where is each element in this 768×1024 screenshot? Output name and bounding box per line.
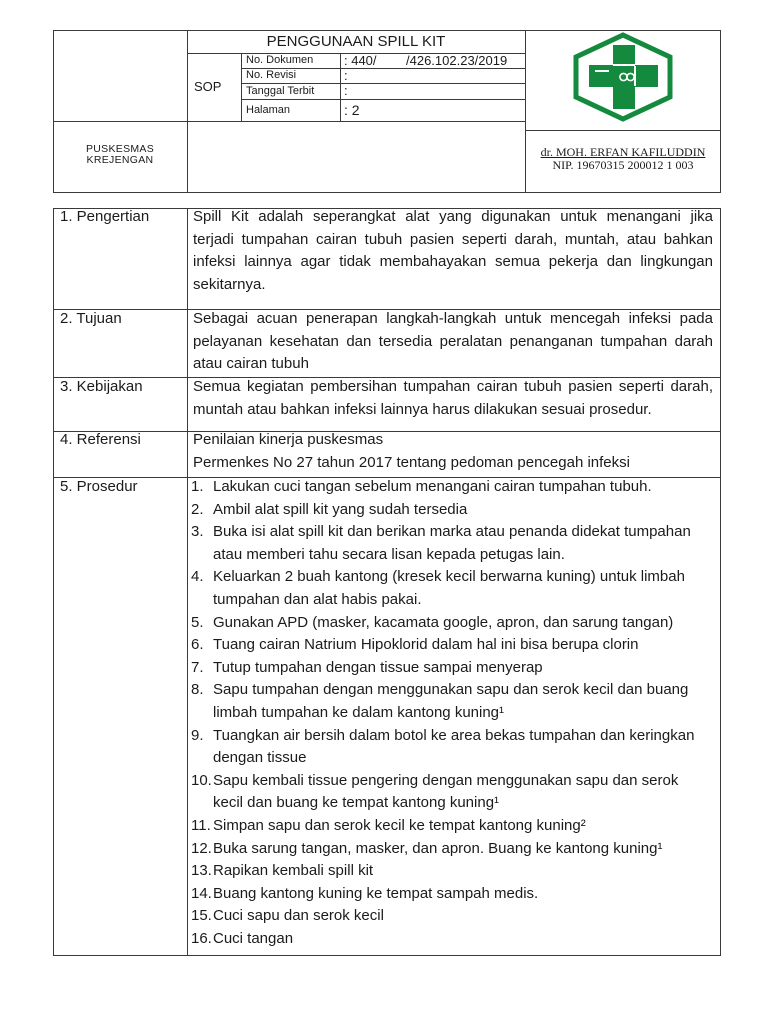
tanggal-terbit-label: Tanggal Terbit (246, 85, 315, 97)
header-grid-line (340, 53, 341, 121)
step-text: Lakukan cuci tangan sebelum menangani cairan tumpahan tubuh. (213, 478, 652, 495)
reference-item: Permenkes No 27 tahun 2017 tentang pedoman pencegah infeksi (193, 453, 630, 471)
text-line: Semua kegiatan pembersihan tumpahan cairan tubuh pasien seperti darah, (193, 378, 713, 395)
procedure-step (191, 679, 713, 724)
step-number: 7. (191, 658, 204, 676)
halaman-label: Halaman (246, 104, 291, 116)
step-number: 11. (191, 816, 211, 834)
procedure-step (191, 928, 713, 951)
procedure-step (191, 860, 713, 883)
step-text: Tuangkan air bersih dalam botol ke area bekas tumpahan dan keringkan (213, 726, 695, 744)
step-text: kecil dan buang ke tempat kantong kuning¹ (213, 794, 500, 812)
step-text: Rapikan kembali spill kit (213, 862, 374, 880)
step-number: 12. (191, 839, 212, 857)
step-number: 6. (191, 636, 204, 654)
text-line: muntah atau bahkan infeksi lainnya harus dilakukan sesuai prosedur. (193, 400, 652, 418)
halaman-value: : 2 (344, 102, 360, 118)
step-text: Buka isi alat spill kit dan berikan marka atau penanda didekat tumpahan (213, 523, 691, 541)
step-text: Gunakan APD (masker, kacamata google, apron, dan sarung tangan) (213, 613, 674, 631)
procedure-list (191, 476, 713, 950)
step-text: Sapu kembali tissue pengering dengan menggunakan sapu dan serok (213, 771, 679, 789)
step-number: 4. (191, 568, 204, 586)
step-number: 3. (191, 523, 204, 541)
step-text: Cuci sapu dan serok kecil (213, 907, 384, 925)
document-type: SOP (194, 79, 222, 94)
text-line: terjadi tumpahan cairan tubuh pasien seperti darah, muntah, atau bahkan (193, 230, 713, 248)
no-dokumen-value-suffix: /426.102.23/2019 (406, 53, 508, 68)
step-number: 10. (191, 771, 212, 789)
step-number: 8. (191, 681, 204, 699)
procedure-step (191, 905, 713, 928)
tanggal-terbit-value: : (344, 83, 348, 98)
header-grid-line (53, 121, 525, 122)
section-text-pengertian (193, 206, 713, 296)
procedure-step (191, 815, 713, 838)
step-number: 16. (191, 929, 212, 947)
institution-name (53, 144, 187, 166)
step-text: Tuang cairan Natrium Hipoklorid dalam hal ini bisa berupa clorin (213, 636, 639, 654)
procedure-step (191, 521, 713, 566)
section-label-kebijakan: 3. Kebijakan (60, 378, 143, 395)
step-text: Sapu tumpahan dengan menggunakan sapu dan serok kecil dan buang (213, 681, 689, 699)
puskesmas-logo-icon (571, 31, 675, 123)
text-line: atau cairan tubuh (193, 355, 309, 373)
step-text: limbah tumpahan ke dalam kantong kuning¹ (213, 703, 505, 721)
procedure-step (191, 883, 713, 906)
document-title: PENGGUNAAN SPILL KIT (266, 33, 446, 50)
step-text: Buka sarung tangan, masker, dan apron. Buang ke kantong kuning¹ (213, 839, 663, 857)
procedure-step (191, 657, 713, 680)
no-revisi-value: : (344, 68, 348, 83)
header-grid-line (187, 30, 188, 193)
institution-line: PUSKESMAS (85, 143, 155, 155)
institution-line: KREJENGAN (86, 154, 154, 166)
step-text: Keluarkan 2 buah kantong (kresek kecil berwarna kuning) untuk limbah (213, 568, 685, 586)
step-number: 14. (191, 884, 212, 902)
section-label-tujuan: 2. Tujuan (60, 310, 122, 327)
step-text: tumpahan dan alat habis pakai. (213, 590, 422, 608)
section-label-prosedur: 5. Prosedur (60, 478, 138, 495)
procedure-step (191, 499, 713, 522)
step-number: 5. (191, 613, 204, 631)
step-number: 13. (191, 862, 212, 880)
text-line: infeksi lainnya agar tidak membahayakan semua pekerja dan lingkungan (193, 253, 713, 271)
section-text-kebijakan (193, 376, 713, 421)
step-text: Tutup tumpahan dengan tissue sampai menyerap (213, 658, 543, 676)
procedure-step (191, 476, 713, 499)
no-dokumen-label: No. Dokumen (246, 54, 314, 66)
no-dokumen-value: : 440/ (344, 53, 377, 68)
procedure-step (191, 770, 713, 815)
procedure-step (191, 634, 713, 657)
section-text-referensi (193, 429, 713, 474)
reference-item: Penilaian kinerja puskesmas (193, 431, 384, 448)
text-line: pelayanan kesehatan dan tersedia peralatan penanganan tumpahan darah (193, 332, 713, 350)
step-text: dengan tissue (213, 749, 307, 767)
procedure-step (191, 566, 713, 611)
no-revisi-label: No. Revisi (246, 69, 297, 81)
section-text-tujuan (193, 308, 713, 376)
text-line: Sebagai acuan penerapan langkah-langkah untuk mencegah infeksi pada (193, 310, 713, 327)
step-number: 1. (191, 478, 204, 495)
procedure-step (191, 838, 713, 861)
table-grid-line (187, 208, 188, 955)
signatory-nip: NIP. 19670315 200012 1 003 (552, 158, 694, 172)
step-number: 15. (191, 907, 212, 925)
step-number: 9. (191, 726, 204, 744)
text-line: Spill Kit adalah seperangkat alat yang digunakan untuk menangani jika (193, 208, 713, 225)
header-grid-line (241, 53, 242, 121)
header-grid-line (525, 130, 721, 131)
step-text: Ambil alat spill kit yang sudah tersedia (213, 500, 468, 518)
step-text: atau memberi tahu secara lisan kepada petugas lain. (213, 545, 565, 563)
procedure-step (191, 725, 713, 770)
step-number: 2. (191, 500, 204, 518)
step-text: Buang kantong kuning ke tempat sampah medis. (213, 884, 539, 902)
text-line: sekitarnya. (193, 275, 266, 293)
section-label-pengertian: 1. Pengertian (60, 208, 150, 225)
procedure-step (191, 612, 713, 635)
step-text: Simpan sapu dan serok kecil ke tempat kantong kuning² (213, 816, 586, 834)
step-text: Cuci tangan (213, 929, 294, 947)
signatory-name: dr. MOH. ERFAN KAFILUDDIN (540, 145, 706, 159)
section-label-referensi: 4. Referensi (60, 431, 141, 448)
